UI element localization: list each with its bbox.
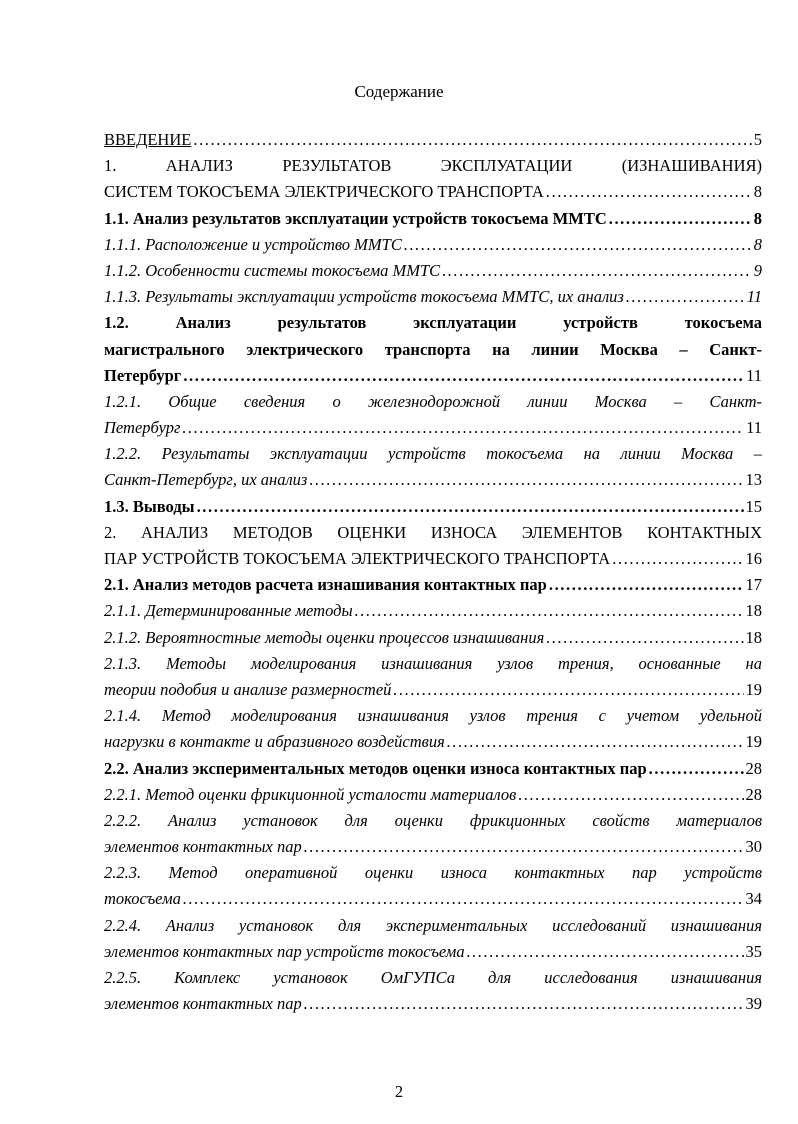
toc-entry-title[interactable]: Санкт-Петербург, их анализ [104, 470, 308, 490]
dot-leader [546, 628, 743, 648]
toc-entry-title[interactable]: 2.1.1. Детерминированные методы [104, 601, 353, 621]
toc-entry-title[interactable]: 1.1.3. Результаты эксплуатации устройств токосъема ММТС, их анализ [104, 287, 624, 307]
toc-entry-line: магистрального электрического транспорта на линии Москва – Санкт- [104, 339, 762, 359]
toc-page-number: 19 [745, 679, 762, 699]
toc-entry[interactable] [104, 235, 762, 261]
toc-entry[interactable] [104, 732, 762, 758]
toc-entry-title[interactable]: 1.1.2. Особенности системы токосъема ММТС [104, 260, 441, 280]
toc-entry[interactable] [104, 366, 762, 392]
toc-entry-line: 2.2.2. Анализ установок для оценки фрикционных свойств материалов [104, 810, 762, 830]
toc-page-number: 9 [753, 260, 762, 280]
toc-page-number: 11 [746, 287, 762, 307]
dot-leader [182, 418, 744, 438]
toc-entry[interactable] [104, 470, 762, 496]
toc-entry-title[interactable]: токосъема [104, 889, 181, 909]
toc-entry-line: 2.1.3. Методы моделирования изнашивания узлов трения, основанные на [104, 653, 762, 673]
toc-entry-title[interactable]: СИСТЕМ ТОКОСЪЕМА ЭЛЕКТРИЧЕСКОГО ТРАНСПОРТА [104, 182, 544, 202]
dot-leader [304, 994, 744, 1014]
toc-page-number: 30 [745, 837, 762, 857]
dot-leader [467, 942, 744, 962]
toc-entry[interactable] [104, 209, 762, 235]
dot-leader [649, 759, 744, 779]
toc-page-number: 18 [745, 627, 762, 647]
toc-entry-line: 1.2.1. Общие сведения о железнодорожной линии Москва – Санкт- [104, 391, 762, 411]
dot-leader [626, 287, 745, 307]
dot-leader [304, 837, 744, 857]
toc-entry[interactable] [104, 261, 762, 287]
toc-entry-title[interactable]: элементов контактных пар устройств токосъема [104, 941, 465, 961]
toc-entry[interactable] [104, 759, 762, 785]
toc-entry-line: 2. АНАЛИЗ МЕТОДОВ ОЦЕНКИ ИЗНОСА ЭЛЕМЕНТОВ КОНТАКТНЫХ [104, 522, 762, 542]
toc-page-number: 17 [745, 575, 762, 595]
dot-leader [442, 261, 752, 281]
dot-leader [447, 732, 744, 752]
toc-entry-title[interactable]: элементов контактных пар [104, 994, 302, 1014]
dot-leader [609, 209, 752, 229]
toc-page-number: 8 [753, 182, 762, 202]
dot-leader [183, 366, 744, 386]
toc-entry-line: 1.2. Анализ результатов эксплуатации устройств токосъема [104, 313, 762, 333]
toc-entry-title[interactable]: нагрузки в контакте и абразивного воздействия [104, 732, 445, 752]
toc-page-number: 13 [745, 470, 762, 490]
toc-entry-line: 1. АНАЛИЗ РЕЗУЛЬТАТОВ ЭКСПЛУАТАЦИИ (ИЗНАШИВАНИЯ) [104, 156, 762, 176]
toc-entry[interactable] [104, 942, 762, 968]
toc-entry-title[interactable]: 2.1.2. Вероятностные методы оценки процессов изнашивания [104, 627, 545, 647]
page-title: Содержание [354, 82, 444, 101]
toc-entry[interactable] [104, 601, 762, 627]
dot-leader [193, 130, 751, 150]
dot-leader [546, 182, 752, 202]
toc-entry[interactable] [104, 889, 762, 915]
toc-entry-title[interactable]: 2.1. Анализ методов расчета изнашивания контактных пар [104, 575, 547, 595]
page-number: 2 [394, 1082, 404, 1101]
toc-entry-line: 2.2.3. Метод оперативной оценки износа контактных пар устройств [104, 863, 762, 883]
toc-entry-title[interactable]: 2.2.1. Метод оценки фрикционной усталости материалов [104, 784, 517, 804]
dot-leader [183, 889, 744, 909]
toc-page-number: 39 [745, 994, 762, 1014]
toc-entry[interactable] [104, 418, 762, 444]
toc-page-number: 16 [745, 549, 762, 568]
toc-entry-line: 2.2.5. Комплекс установок ОмГУПСа для исследования изнашивания [104, 968, 762, 987]
toc-entry-title[interactable]: Петербург [104, 365, 182, 385]
toc-page-number: 28 [745, 784, 762, 804]
toc-entry[interactable] [104, 497, 762, 523]
toc-page-number: 28 [745, 758, 762, 778]
dot-leader [393, 680, 743, 700]
dot-leader [197, 497, 744, 517]
toc-entry-title[interactable]: ПАР УСТРОЙСТВ ТОКОСЪЕМА ЭЛЕКТРИЧЕСКОГО ТРАНСПОРТА [104, 549, 611, 568]
toc-page-number: 35 [745, 941, 762, 961]
dot-leader [404, 235, 752, 255]
toc-entry[interactable] [104, 182, 762, 208]
dot-leader [309, 470, 743, 490]
toc-entry-line: 1.2.2. Результаты эксплуатации устройств токосъема на линии Москва – [104, 444, 762, 464]
toc-entry-title[interactable]: 2.2. Анализ экспериментальных методов оценки износа контактных пар [104, 758, 647, 778]
toc-entry[interactable] [104, 575, 762, 601]
toc-page-number: 5 [753, 130, 762, 149]
toc-page-number: 15 [745, 496, 762, 516]
dot-leader [612, 549, 743, 569]
toc-entry[interactable] [104, 549, 762, 575]
toc-page-number: 34 [745, 889, 762, 909]
table-of-contents [104, 130, 762, 1020]
toc-entry[interactable] [104, 994, 762, 1020]
toc-entry-title[interactable]: ВВЕДЕНИЕ [104, 130, 192, 149]
toc-entry[interactable] [104, 785, 762, 811]
toc-entry-title[interactable]: 1.3. Выводы [104, 496, 195, 516]
toc-entry-title[interactable]: элементов контактных пар [104, 837, 302, 857]
toc-entry[interactable] [104, 628, 762, 654]
dot-leader [518, 785, 743, 805]
toc-page-number: 8 [753, 208, 762, 228]
toc-entry-line: 2.2.4. Анализ установок для экспериментальных исследований изнашивания [104, 915, 762, 935]
toc-page-number: 18 [745, 601, 762, 621]
toc-page-number: 11 [746, 418, 762, 438]
toc-page-number: 8 [753, 234, 762, 254]
dot-leader [549, 575, 744, 595]
toc-entry[interactable] [104, 287, 762, 313]
toc-entry-line: 2.1.4. Метод моделирования изнашивания узлов трения с учетом удельной [104, 706, 762, 726]
dot-leader [355, 601, 744, 621]
toc-entry-title[interactable]: Петербург [104, 418, 181, 438]
toc-page-number: 11 [746, 365, 762, 385]
toc-entry[interactable] [104, 837, 762, 863]
toc-entry-title[interactable]: 1.1. Анализ результатов эксплуатации устройств токосъема ММТС [104, 208, 607, 228]
toc-page-number: 19 [745, 732, 762, 752]
toc-entry[interactable] [104, 130, 762, 156]
toc-entry-title[interactable]: 1.1.1. Расположение и устройство ММТС [104, 234, 402, 254]
toc-entry-title[interactable]: теории подобия и анализе размерностей [104, 679, 392, 699]
toc-entry[interactable] [104, 680, 762, 706]
